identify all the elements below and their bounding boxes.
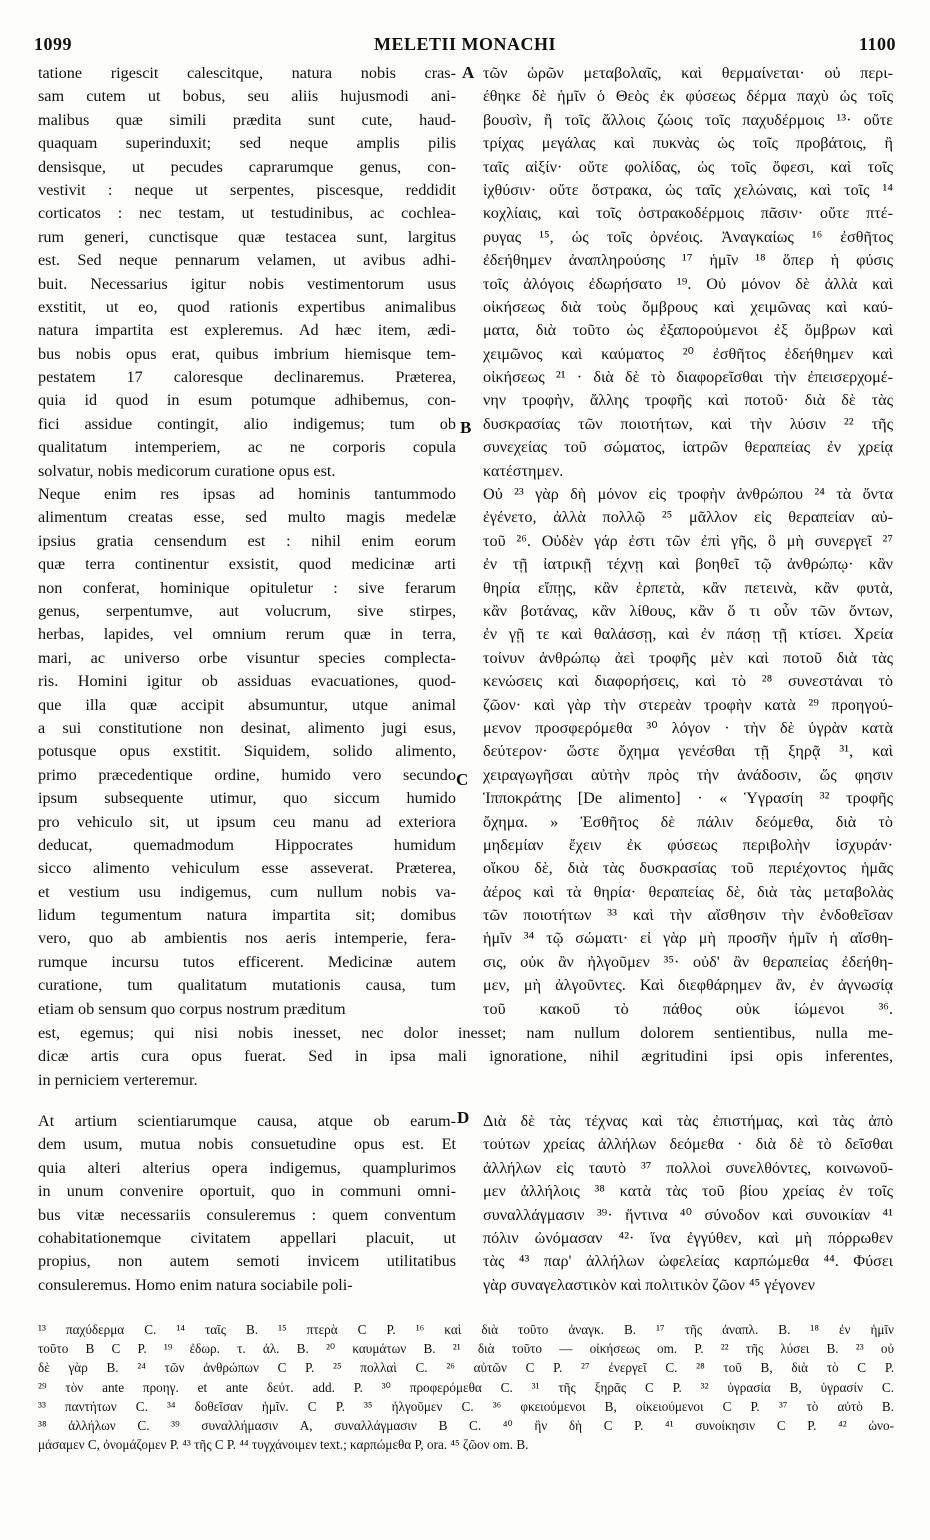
text-line: fici assidue contingit, alio indigemus; tum ob	[38, 414, 456, 433]
text-line: μηδεμίαν ἔχειν ἐκ φύσεως περιβολὴν ἰσχυράν·	[483, 835, 893, 854]
text-line: pro vehiculo sit, ut ipsum ceu manu ad exteriora	[38, 812, 456, 831]
text-line: τῶν ὡρῶν μεταβολαῖς, καὶ θερμαίνεται· οὐ περι-	[483, 64, 893, 82]
text-line: ἐν τῇ ἰατρικῇ τέχνῃ καὶ βοηθεῖ τῷ ἀνθρώπῳ· κἂν	[483, 555, 893, 574]
text-line: ³³ παντήτων C. ³⁴ δοθεῖσαν ἡμῖν. C P. ³⁵ ἠλγοῦμεν C. ³⁶ φκειούμενοι B, οἰκειούμενοι C P. ³⁷ τὸ αὐτὸ B.	[38, 1398, 894, 1414]
text-line: rumque incursu tutos efficerent. Medicinæ autem	[38, 952, 456, 971]
text-line: μεν, μὴ ἀλγοῦντες. Καὶ διεφθάρημεν ἂν, ἐν ἀγνωσίᾳ	[483, 976, 893, 995]
text-line: non conferat, hominique opituletur : sive ferarum	[38, 578, 456, 597]
text-line: ¹³ παχύδερμα C. ¹⁴ ταῖς B. ¹⁵ πτερὰ C P. ¹⁶ καὶ διὰ τοῦτο ἀναγκ. B. ¹⁷ τῆς ἀναπλ. B. ¹⁸ ἐν ἡμῖν	[38, 1322, 894, 1337]
text-line: malibus quæ simili prædita sunt cute, haud-	[38, 110, 456, 129]
text-line: Οὐ ²³ γὰρ δὴ μόνον εἰς τροφὴν ἀνθρώπου ²⁴ τὰ ὄντα	[483, 485, 893, 504]
text-line: ἐγένετο, ἀλλὰ πολλῷ ²⁵ μᾶλλον εἰς θεραπείαν αὐ-	[483, 508, 893, 527]
text-line: quaquam superinduxit; sed neque amplis pilis	[38, 134, 456, 153]
text-line: τρίχας μεγάλας καὶ πυκνὰς ὡς τοῖς προβάτοις, ἢ	[483, 134, 893, 153]
margin-marker-b: B	[460, 418, 472, 437]
text-line: νην τροφὴν, ἄλλης τροφῆς καὶ ποτοῦ· διὰ δὲ τὰς	[483, 391, 893, 410]
text-line: κενώσεις καὶ διαφορήσεις, καὶ τὸ ²⁸ συνεστάναι τὸ	[483, 672, 893, 691]
text-line: ἐδεήθημεν ἀναπληρούσης ¹⁷ ἡμῖν ¹⁸ ὅπερ ἡ φύσις	[483, 251, 893, 270]
text-line: μεν ἀλλήλοις ³⁸ κατὰ τὰς τοῦ βίου χρείας ἐν τοῖς	[483, 1182, 893, 1201]
text-line: ipsius gratia censendum est : nihil enim eorum	[38, 531, 456, 550]
text-line: τοῦ ²⁶. Οὐδὲν γάρ ἐστι τῶν ἐπὶ γῆς, ὃ μὴ συνεργεῖ ²⁷	[483, 531, 893, 550]
text-line: ²⁹ τὸν ante προηγ. et ante δεύτ. add. P. ³⁰ προφερόμεθα C. ³¹ τῆς ξηρᾶς C P. ³² ὑγρασία B, ὑγρασίν C.	[38, 1379, 894, 1395]
text-line: est. Sed neque pennarum velamen, ut avibus adhi-	[38, 251, 456, 270]
margin-marker-d: D	[457, 1108, 470, 1127]
text-line: χειραγωγῆσαι αὐτὴν πρὸς τὴν ἀνάδοσιν, ὥς φησιν	[483, 765, 893, 784]
full-width-paragraph	[38, 1022, 893, 1092]
text-line: quæ terra continentur exsistit, quod medicinæ arti	[38, 555, 456, 574]
text-line: consuleremus. Homo enim natura sociabile poli-	[38, 1275, 353, 1294]
text-line: tatione rigescit calescitque, natura nobis cras-	[38, 64, 456, 82]
text-line: τοῖς ἀλόγοις ἐδωρήσατο ¹⁹. Οὐ μόνον δὲ ἀλλὰ καὶ	[483, 274, 893, 293]
text-line: τὰς ⁴³ παρ' ἀλλήλων ὠφελείας καρπώμεθα ⁴⁴. Φύσει	[483, 1252, 893, 1271]
text-line: χειμῶνος καὶ καύματος ²⁰ ἐσθῆτος ἐδεήθημεν καὶ	[483, 344, 893, 363]
greek-column-bottom	[483, 1110, 893, 1297]
text-line: ἀλλήλων εἰς ταυτὸ ³⁷ πολλοὶ συνελθόντες, κοινωνοῦ-	[483, 1158, 893, 1177]
footnotes	[38, 1320, 894, 1454]
text-line: ipsum subsequente utimur, quo siccum humido	[38, 789, 456, 808]
latin-column-bottom	[38, 1110, 456, 1297]
text-line: τούτων χρείας ἀλλήλων δεόμεθα · διὰ δὲ τὸ δεῖσθαι	[483, 1135, 893, 1154]
margin-marker-a: A	[462, 63, 475, 82]
text-line: rum generi, cunctisque quæ testacea sunt, largitus	[38, 227, 456, 246]
text-line: βουσὶν, ἢ τοῖς ἄλλοις ζώοις τοῖς παχυδέρμοις ¹³· οὔτε	[483, 110, 893, 129]
text-line: ris. Homini igitur ob assiduas evacuationes, quod-	[38, 672, 456, 691]
text-line: γὰρ συναγελαστικὸν καὶ πολιτικὸν ζῶον ⁴⁵ γέγονεν	[483, 1275, 815, 1294]
text-line: pestatem 17 caloresque declinaremus. Præterea,	[38, 368, 456, 387]
text-line: cohabitationemque civitatem appellari placuit, ut	[38, 1228, 456, 1247]
text-line: ³⁸ ἀλλήλων C. ³⁹ συναλλήμασιν A, συναλλάγμασιν B C. ⁴⁰ ἣν δὴ C P. ⁴¹ συνοίκησιν C P. ⁴² ὠνο-	[38, 1417, 894, 1433]
text-line: dem usum, mutua nobis consuetudine opus est. Et	[38, 1135, 456, 1154]
text-line: et vestium usu indigemus, cum nullum nobis va-	[38, 882, 456, 901]
text-line: natura impartita est expleremus. Ad hæc item, ædi-	[38, 321, 456, 340]
text-line: que illa quæ accipit absumuntur, utque animal	[38, 695, 456, 714]
text-line: in perniciem verteremur.	[38, 1070, 198, 1089]
text-line: ρυγας ¹⁵, ὡς τοῖς ὀρνέοις. Ἀναγκαίως ¹⁶ ἐσθῆτος	[483, 227, 893, 246]
text-line: lidum tegumentum natura impartita sit; domibus	[38, 906, 456, 925]
text-line: a sui constitutione non desinat, alimento jugi esus,	[38, 718, 456, 737]
text-line: δεύτερον· ὥστε ὄχημα γενέσθαι τῇ ξηρᾷ ³¹, καὶ	[483, 742, 893, 761]
text-line: ἐν γῇ τε καὶ θαλάσσῃ, καὶ ἐν πάσῃ τῇ κτίσει. Χρεία	[483, 625, 893, 644]
text-line: ὄχημα. » Ἐσθῆτος δὲ πάλιν δεόμεθα, διὰ τὸ	[483, 812, 893, 831]
text-line: bus nobis opus erat, quibus imbrium hiemisque tem-	[38, 344, 456, 363]
text-line: quia id quod in esum potumque adhibemus, con-	[38, 391, 456, 410]
text-line: herbas, lapides, vel omnium rerum quæ in terra,	[38, 625, 456, 644]
text-line: genus, serpentumve, aut volucrum, sive stirpes,	[38, 601, 456, 620]
text-line: solvatur, nobis medicorum curatione opus est.	[38, 461, 336, 480]
text-line: τοίνυν ἀνθρώπῳ ἀεὶ τροφῆς μὲν καὶ ποτοῦ διὰ τὰς	[483, 648, 893, 667]
text-line: τῶν ποιοτήτων ³³ καὶ τὴν αἴσθησιν τὴν ἐνδοθεῖσαν	[483, 906, 893, 925]
text-line: sam cutem ut bobus, seu aliis hujusmodi ani-	[38, 87, 456, 106]
text-line: ἡμῖν ³⁴ τῷ σώματι· εἰ γὰρ μὴ προσῆν ἡμῖν ἡ αἴσθη-	[483, 929, 893, 948]
text-line: qualitatum intemperiem, ac ne corporis copula	[38, 438, 456, 457]
text-line: κοχλίαις, καὶ τοῖς ὀστρακοδέρμοις πᾶσιν· οὔτε πτέ-	[483, 204, 893, 223]
text-line: quia alteri alterius opera indigemus, quamplurimos	[38, 1158, 456, 1177]
text-line: δὲ γὰρ B. ²⁴ τῶν ἀνθρώπων C P. ²⁵ πολλαὶ C. ²⁶ αὐτῶν C P. ²⁷ ἐνεργεῖ C. ²⁸ τοῦ B, διὰ τὸ C P.	[38, 1360, 894, 1376]
text-line: ζῶον· καὶ γὰρ τὴν στερεὰν τροφὴν κατὰ ²⁹ προηγού-	[483, 695, 893, 714]
text-line: σις, οὐκ ἂν ἠλγοῦμεν ³⁵· οὐδ' ἂν θεραπείας ἐδεήθη-	[483, 952, 893, 971]
greek-column-top	[483, 62, 893, 1021]
text-line: οἰκήσεως ²¹ · διὰ δὲ τὸ διαφορεῖσθαι τὴν ἐπεισερχομέ-	[483, 368, 893, 387]
text-line: ματα, διὰ τοῦτο ὡς ἐξαπορούμενοι ἐξ ὄμβρων καὶ	[483, 321, 893, 340]
text-line: densisque, ut pecudes caprarumque genus, con-	[38, 157, 456, 176]
page-number-right: 1100	[858, 34, 896, 54]
text-line: buit. Necessarius igitur nobis vestimentorum usus	[38, 274, 456, 293]
text-line: κἂν βοτάνας, κἂν λίθους, κἂν ὅ τι οὖν τῶν ὄντων,	[483, 601, 893, 620]
latin-column-top	[38, 62, 456, 1021]
text-line: Neque enim res ipsas ad hominis tantummodo	[38, 485, 456, 504]
text-line: πόλιν ὠνόμασαν ⁴²· ἵνα ἐγγύθεν, καὶ μὴ πόρρωθεν	[483, 1228, 893, 1247]
text-line: μάσαμεν C, ὀνομάζομεν P. ⁴³ τῆς C P. ⁴⁴ τυγχάνοιμεν text.; καρπώμεθα P, ora. ⁴⁵ ζῶον om. B.	[38, 1437, 529, 1453]
text-line: vero, quo ab ambientis nos aeris intemperie, fera-	[38, 929, 456, 948]
text-line: etiam ob sensum quo corpus nostrum præditum	[38, 999, 346, 1018]
text-line: deducat, quemadmodum Hippocrates humidum	[38, 835, 456, 854]
text-line: κατέστημεν.	[483, 461, 564, 480]
margin-marker-c: C	[456, 770, 469, 789]
text-line: sicco alimento vehiculum esse asseverat. Præterea,	[38, 859, 456, 878]
text-line: συναλλάγμασιν ³⁹· ἥντινα ⁴⁰ σύνοδον καὶ συνοικίαν ⁴¹	[483, 1205, 893, 1224]
text-line: primo præcedentique ordine, humido vero secundo	[38, 765, 456, 784]
text-line: έθηκε δὲ ἡμῖν ὁ Θεὸς ἐκ φύσεως δέρμα παχὺ ὡς τοῖς	[483, 87, 893, 106]
text-line: συνεχείας τοῦ σώματος, ἰατρῶν θεραπείας ἐν χρείᾳ	[483, 438, 893, 457]
text-line: τοῦτο B C P. ¹⁹ ἐδωρ. τ. ἀλ. B. ²⁰ καυμάτων B. ²¹ διὰ τοῦτο — οἰκήσεως om. P. ²² τῆς λύσει B. ²³ οὐ	[38, 1341, 894, 1357]
text-line: ταῖς αἰξίν· οὔτε φολίδας, ὡς τοῖς ὄφεσι, καὶ τοῖς	[483, 157, 893, 176]
text-line: bus vitæ necessariis consuleremus : quem conventum	[38, 1205, 456, 1224]
text-line: corticatos : nec testam, ut testudinibus, ac cochlea-	[38, 204, 456, 223]
text-line: ἀέρος καὶ τὰ θηρία· θεραπείας δὲ, διὰ τὰς μεταβολὰς	[483, 882, 893, 901]
running-title: MELETII MONACHI	[373, 34, 556, 54]
text-line: ἰχθύσιν· οὔτε ὄστρακα, ὡς ταῖς χελώναις, καὶ τοῖς ¹⁴	[483, 180, 893, 199]
text-line: est, egemus; qui nisi nobis inesset, nec dolor inesset; nam nullum dolorem sentientibus, nulla me-	[38, 1024, 893, 1042]
text-line: At artium scientiarumque causa, atque ob earum-	[38, 1112, 456, 1130]
text-line: Ἱπποκράτης [De alimento] · « Ὑγρασίη ³² τροφῆς	[483, 789, 893, 808]
text-line: dicæ artis cura opus fuerat. Sed in ipsa mali ignoratione, nihil ægritudini ipsi opis inferentes,	[38, 1047, 893, 1066]
text-line: in unum convenire oportuit, quo in communi omni-	[38, 1182, 456, 1201]
text-line: δυσκρασίας τῶν ποιοτήτων, καὶ τὴν λύσιν ²² τῆς	[483, 414, 893, 433]
text-line: οἴκου δὲ, διὰ τὰς δυσκρασίας τοῦ περιέχοντος ἡμᾶς	[483, 859, 893, 878]
text-line: alimentum creatas esse, sed multo magis medelæ	[38, 508, 456, 527]
page-number-left: 1099	[34, 34, 72, 54]
text-line: potusque opus exstitit. Siquidem, solido alimento,	[38, 742, 456, 761]
text-line: θηρία εἴπῃς, κἂν ἑρπετὰ, κἂν πετεινὰ, κἂν φυτὰ,	[483, 578, 893, 597]
text-line: οἰκήσεως διὰ τοὺς ὄμβρους καὶ χειμῶνας καὶ καύ-	[483, 297, 893, 316]
text-line: propius, non autem semoti invicem utilitatibus	[38, 1252, 456, 1271]
text-line: exstitit, ut eo, quod rationis expertibus animalibus	[38, 297, 456, 316]
text-line: mari, ac universo orbe visuntur species complecta-	[38, 648, 456, 667]
text-line: τοῦ κακοῦ τὸ πάθος οὐκ ἰώμενοι ³⁶.	[483, 999, 893, 1018]
text-line: μενον προσφερόμεθα ³⁰ λόγον · τὴν δὲ ὑγρὰν κατὰ	[483, 718, 893, 737]
text-line: vestivit : neque ut serpentes, piscesque, reddidit	[38, 180, 456, 199]
text-line: curatione, tum qualitatum mutationis causa, tum	[38, 976, 456, 995]
text-line: Διὰ δὲ τὰς τέχνας καὶ τὰς ἐπιστήμας, καὶ τὰς ἀπὸ	[483, 1112, 893, 1130]
